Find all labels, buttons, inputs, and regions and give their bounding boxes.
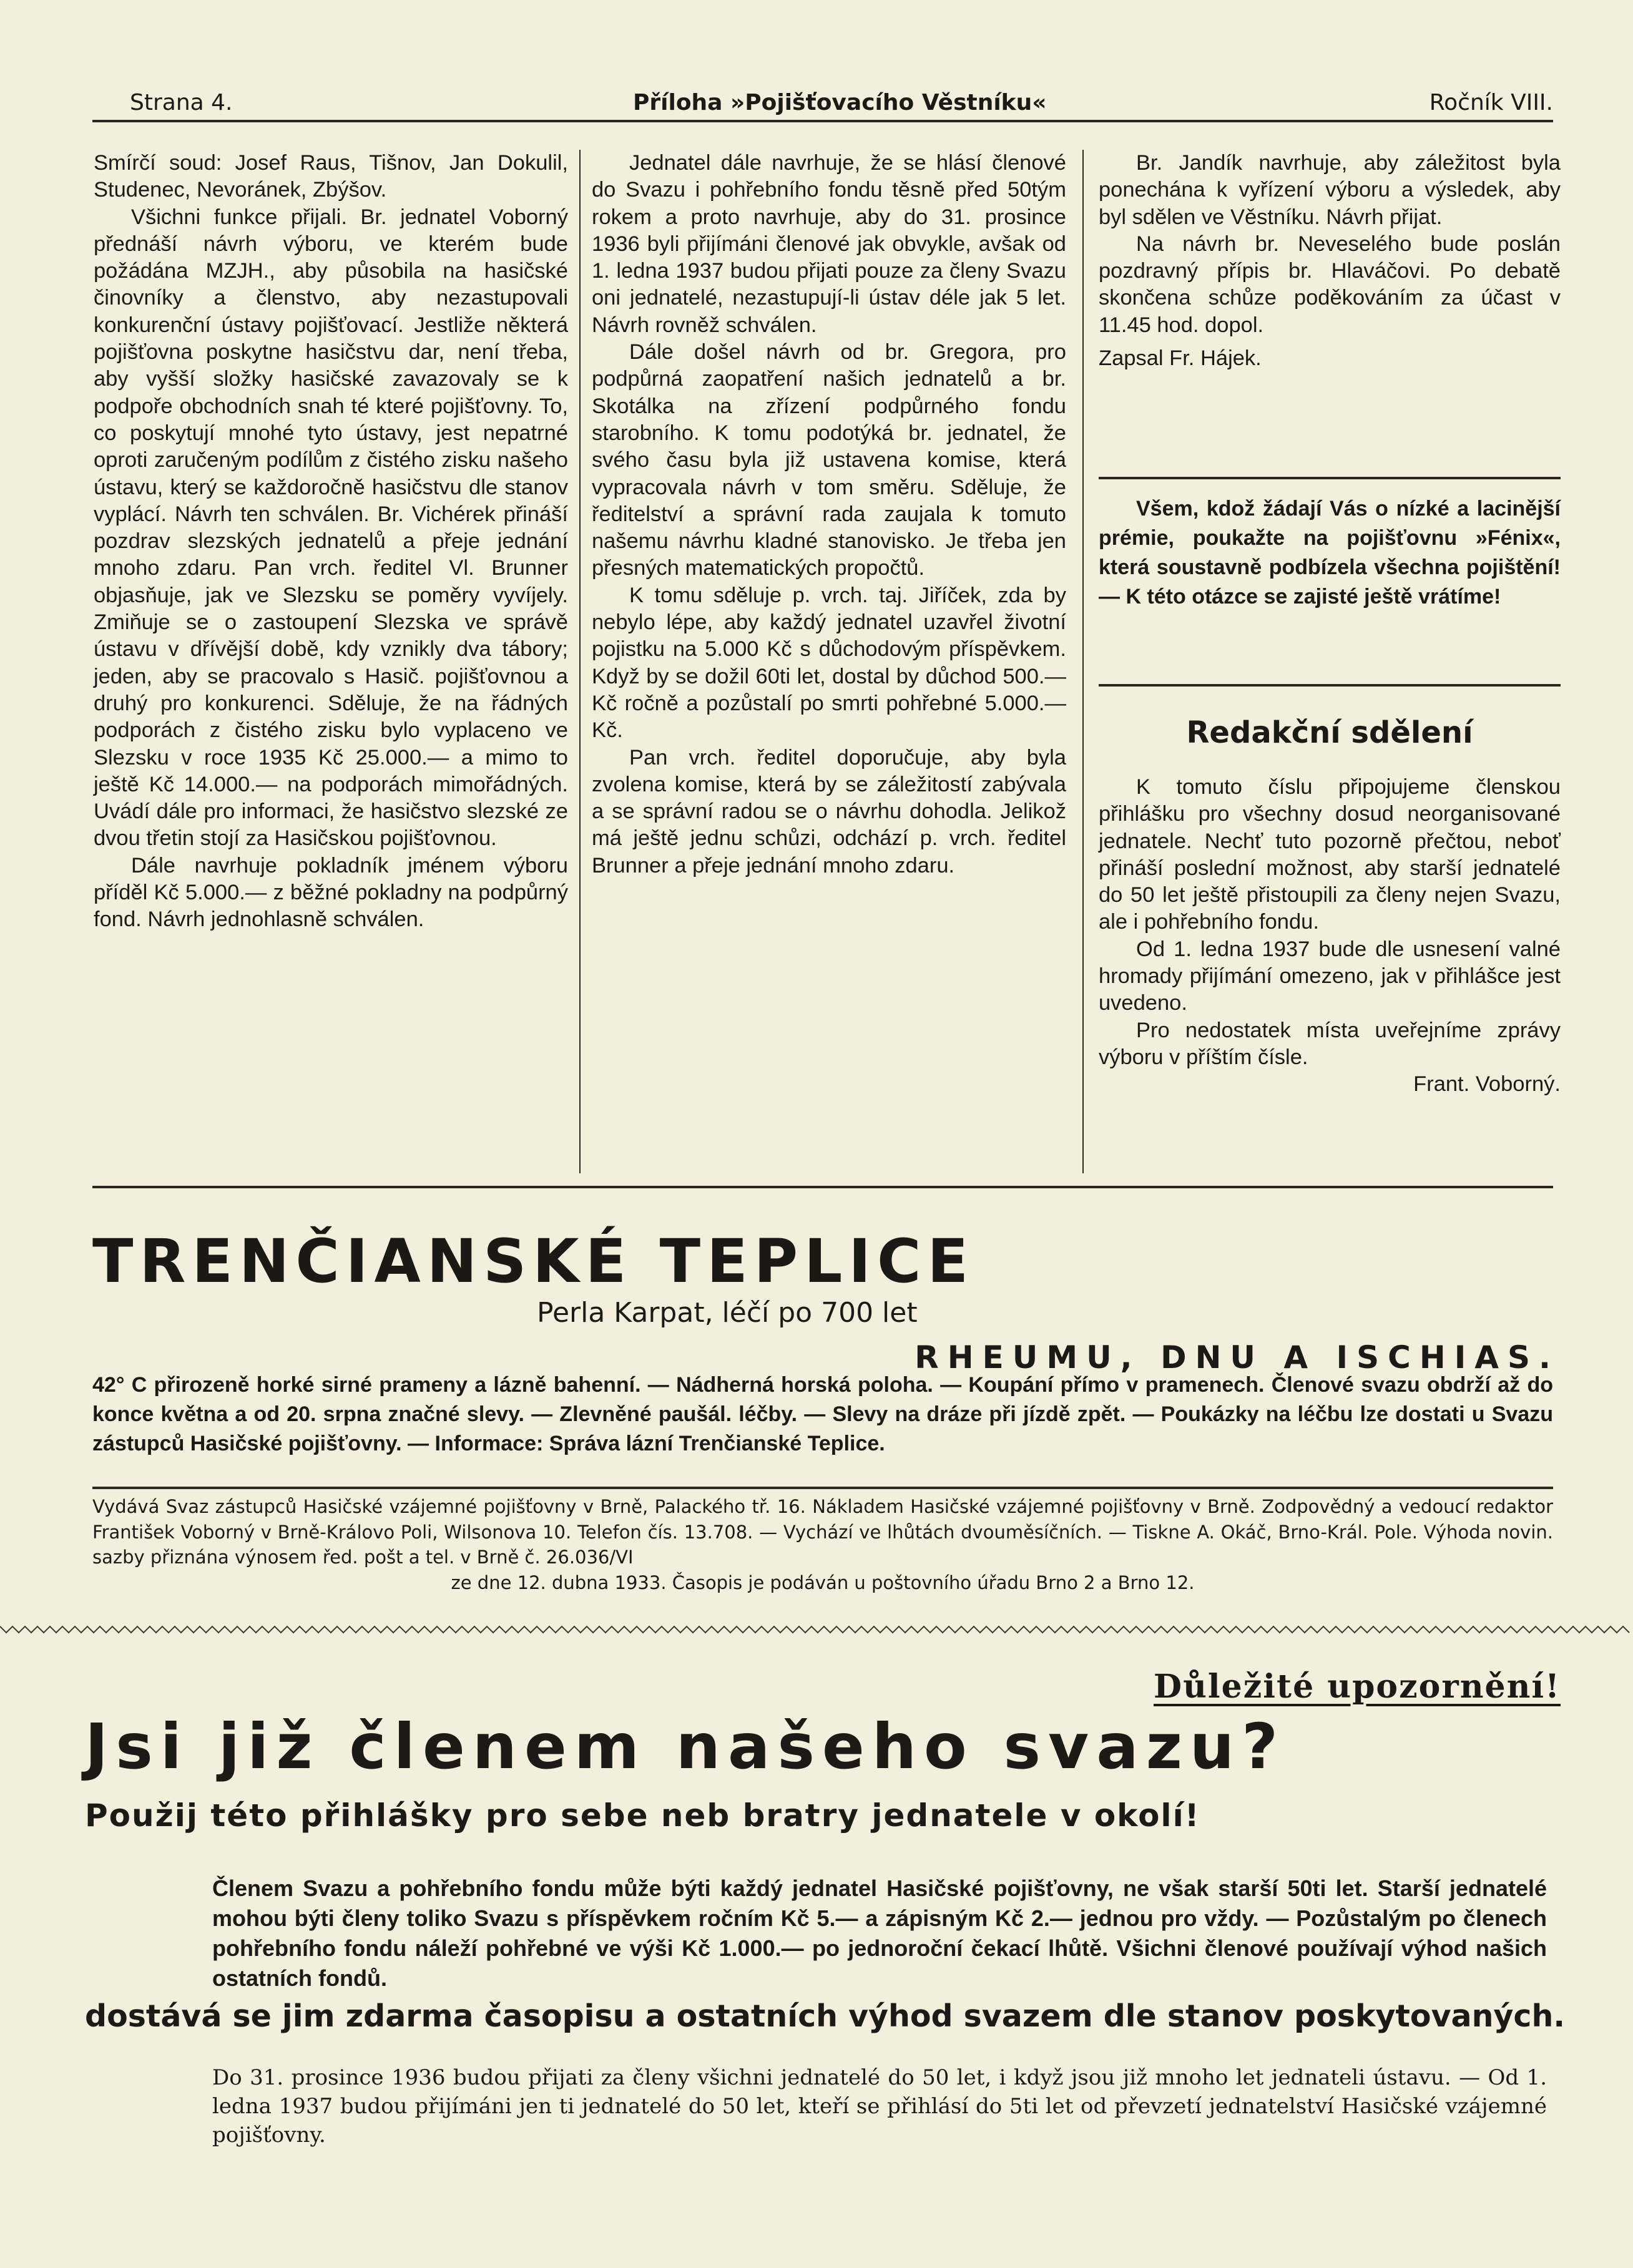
form-subtitle: Použij této přihlášky pro sebe neb bratry jednatele v okolí!	[85, 1797, 1200, 1834]
paragraph: Smírčí soud: Josef Raus, Tišnov, Jan Dokulil, Studenec, Nevoránek, Zbýšov.	[94, 151, 568, 202]
promo-top-rule	[1099, 477, 1561, 479]
paragraph: Pro nedostatek místa uveřejníme zprávy výboru v příštím čísle.	[1099, 1018, 1561, 1069]
imprint-text: Vydává Svaz zástupců Hasičské vzájemné pojišťovny v Brně, Palackého tř. 16. Nákladem Hasičské vzájemné pojišťovny v Brně. Zodpovědný a vedoucí redaktor František Voborný v Brně-Královo Poli, Wilsonova 10. Telefon čís. 13.708. — Vychází ve lhůtách dvouměsíčních. — Tiskne A. Okáč, Brno-Král. Pole. Výhoda novin. sazby přiznána výnosem řed. pošt a tel. v Brně č. 26.036/VI	[92, 1496, 1553, 1568]
membership-conditions: Členem Svazu a pohřebního fondu může býti každý jednatel Hasičské pojišťovny, ne však starší 50ti let. Starší jednatelé mohou býti členy toliko Svazu s příspěvkem ročním Kč 5.— a zápisným Kč 2.— jednou pro vždy. — Pozůstalým po členech pohřebního fondu náleží pohřebné ve výši Kč 1.000.— po jednoroční čekací lhůtě. Všichni členové používají výhod našich ostatních fondů.	[212, 1875, 1547, 1991]
paragraph: Jednatel dále navrhuje, že se hlásí členové do Svazu i pohřebního fondu těsně před 50tým rokem a proto navrhuje, aby do 31. prosince 1936 byli přijímáni členové jak obvykle, avšak od 1. ledna 1937 budou přijati pouze za členy Svazu oni jednatelé, nezastupují-li ústav déle jak 5 let. Návrh rovněž schválen.	[592, 151, 1066, 337]
article-column-3	[1099, 150, 1561, 372]
article-column-2	[592, 150, 1066, 879]
editorial-notice	[1099, 774, 1561, 1098]
paragraph: K tomu sděluje p. vrch. taj. Jiříček, zda by nebylo lépe, aby každý jednatel uzavřel životní pojistku na 5.000 Kč s důchodovým příspěvkem. Když by se dožil 60ti let, dostal by důchod 500.— Kč ročně a pozůstalí po smrti pohřebné 5.000.— Kč.	[592, 583, 1066, 743]
page-number: Strana 4.	[130, 90, 233, 115]
form-title: Jsi již členem našeho svazu?	[85, 1710, 1286, 1783]
ad-bottom-rule	[92, 1487, 1553, 1489]
paragraph: Od 1. ledna 1937 bude dle usnesení valné hromady přijímání omezeno, jak v přihlášce jest uvedeno.	[1099, 937, 1561, 1015]
editorial-signature: Frant. Voborný.	[1413, 1072, 1561, 1097]
paragraph: Dále navrhuje pokladník jménem výboru příděl Kč 5.000.— z běžné pokladny na podpůrný fond. Návrh jednohlasně schválen.	[94, 853, 568, 932]
ad-subtitle: Perla Karpat, léčí po 700 let	[537, 1297, 918, 1329]
paragraph: Všichni funkce přijali. Br. jednatel Voborný přednáší návrh výboru, ve kterém bude požádána MZJH., aby působila na hasičské činovníky a členstvo, aby nezastupovali konkurenční ústavy pojišťovací. Jestliže některá pojišťovna poskytne hasičstvu dar, není třeba, aby vyšší složky hasičské zavazovaly se k podpoře obchodních snah té které pojišťovny. To, co poskytují mnohé tyto ústavy, jest nepatrné oproti zaručeným podílům z čistého zisku našeho ústavu, který se každoročně hasičstvu dle stanov vyplácí. Návrh ten schválen. Br. Vichérek přináší pozdrav slezských jednatelů a přeje jednání mnoho zdaru. Pan vrch. ředitel Vl. Brunner objasňuje, jak ve Slezsku se poměry vyvíjely. Zmiňuje se o zastoupení Slezska ve správě ústavu v dřívější době, kdy vznikly dva tábory; jeden, aby se pracovalo s Hasič. pojišťovnou a druhý pro konkurenci. Sděluje, že na řádných podporách z čistého zisku bylo vyplaceno ve Slezsku v roce 1935 Kč 25.000.— a mimo to ještě Kč 14.000.— na podporách mimořádných. Uvádí dále pro informaci, že hasičstvo slezské ze dvou třetin stojí za Hasičskou pojišťovnou.	[94, 205, 568, 851]
important-notice: Důležité upozornění!	[1154, 1668, 1561, 1706]
volume-number: Ročník VIII.	[1429, 90, 1553, 115]
column-divider	[1082, 150, 1084, 1173]
page-header	[92, 82, 1553, 120]
membership-deadline: Do 31. prosince 1936 budou přijati za členy všichni jednatelé do 50 let, i když jsou již mnoho let jednateli ústavu. — Od 1. ledna 1937 budou přijímáni jen ti jednatelé do 50 let, kteří se přihlásí do 5ti let od převzetí jednatelství Hasičské vzájemné pojišťovny.	[212, 2065, 1547, 2148]
promo-notice: Všem, kdož žádají Vás o nízké a lacinější prémie, poukažte na pojišťovnu »Fénix«, která soustavně podbízela všechna pojištění! — K této otázce se zajisté ještě vrátíme!	[1099, 497, 1561, 609]
paragraph: Pan vrch. ředitel doporučuje, aby byla zvolena komise, která by se záležitostí zabývala a se správní radou se o návrhu dohodla. Jelikož má ještě jednu schůzi, odchází p. vrch. ředitel Brunner a přeje jednání mnoho zdaru.	[592, 745, 1066, 877]
editorial-title: Redakční sdělení	[1186, 715, 1473, 750]
paragraph: Na návrh br. Neveselého bude poslán pozdravný přípis br. Hlaváčovi. Po debatě skončena schůze poděkováním za účast v 11.45 hod. dopol.	[1099, 232, 1561, 337]
minutes-signature: Zapsal Fr. Hájek.	[1099, 346, 1262, 371]
section-rule	[92, 1186, 1553, 1188]
promo-bottom-rule	[1099, 684, 1561, 687]
perforation-line	[0, 1625, 1633, 1634]
ad-title: TRENČIANSKÉ TEPLICE	[92, 1226, 975, 1296]
column-divider	[579, 150, 581, 1173]
imprint-last-line: ze dne 12. dubna 1933. Časopis je podáván u poštovního úřadu Brno 2 a Brno 12.	[451, 1571, 1195, 1593]
paragraph: Dále došel návrh od br. Gregora, pro podpůrná zaopatření našich jednatelů a br. Skotálka na zřízení podpůrného fondu starobního. K tomu podotýká br. jednatel, že svého času byla již ustavena komise, která vypracovala návrh v tom směru. Sděluje, že ředitelství a správní rada zaujala k tomuto našemu návrhu kladné stanovisko. Je třeba jen přesných matematických propočtů.	[592, 340, 1066, 580]
article-column-1	[94, 150, 568, 934]
header-rule	[92, 120, 1553, 122]
ad-body: 42° C přirozeně horké sirné prameny a lázně bahenní. — Nádherná horská poloha. — Koupání přímo v pramenech. Členové svazu obdrží až do konce května a od 20. srpna značné slevy. — Zlevněné paušál. léčby. — Slevy na dráze při jízdě zpět. — Poukázky na léčbu lze dostati u Svazu zástupců Hasičské pojišťovny. — Informace: Správa lázní Trenčianské Teplice.	[92, 1373, 1553, 1455]
paragraph: K tomuto číslu připojujeme členskou přihlášku pro všechny dosud neorganisované jednatele. Nechť tuto pozorně přečtou, neboť přináší poslední možnost, aby starší jednatelé do 50 let ještě přistoupili za členy nejen Svazu, ale i pohřebního fondu.	[1099, 775, 1561, 934]
membership-benefits: dostává se jim zdarma časopisu a ostatních výhod svazem dle stanov poskytovaných.	[85, 1998, 1565, 2034]
supplement-title: Příloha »Pojišťovacího Věstníku«	[633, 90, 1047, 115]
imprint	[92, 1494, 1553, 1595]
ad-conditions: RHEUMU, DNU A ISCHIAS.	[915, 1339, 1559, 1376]
paragraph: Br. Jandík navrhuje, aby záležitost byla ponechána k vyřízení výboru a výsledek, aby byl sdělen ve Věstníku. Návrh přijat.	[1099, 151, 1561, 229]
